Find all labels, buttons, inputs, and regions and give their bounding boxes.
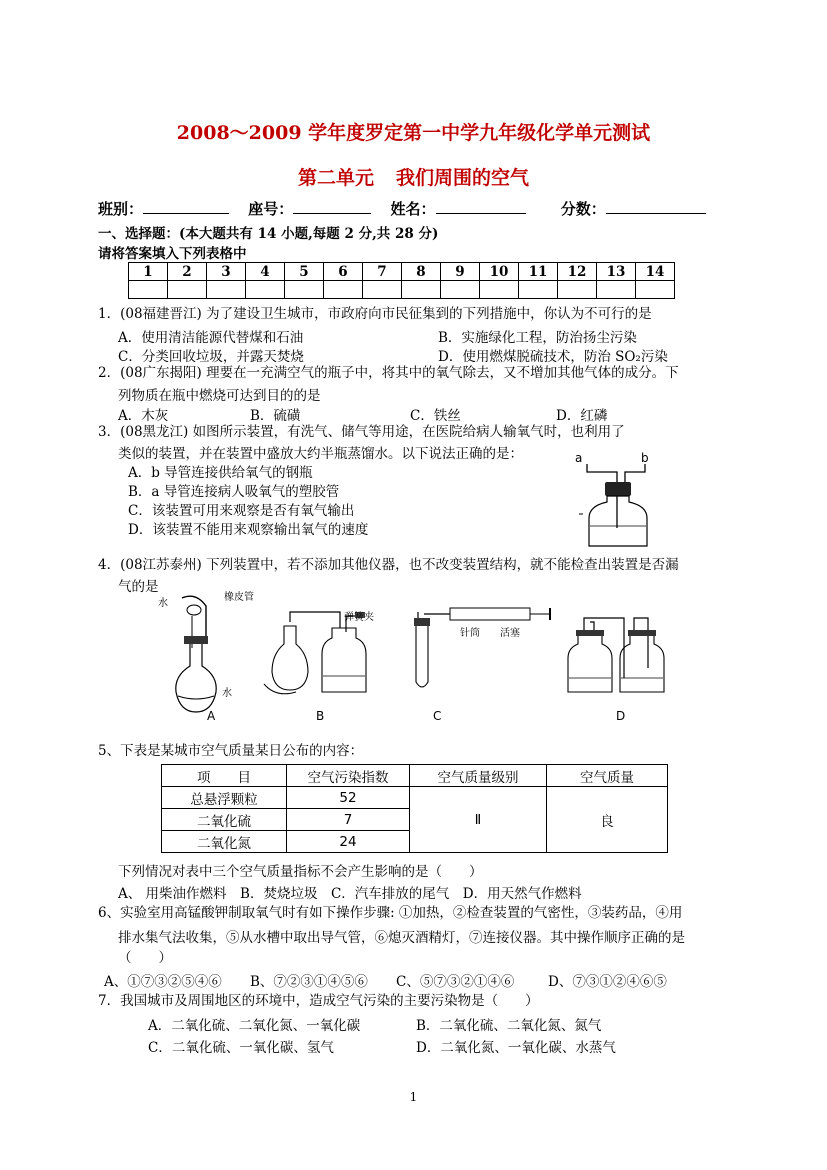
aq-header-item: 项 目 <box>162 765 287 787</box>
unit-title <box>0 163 827 190</box>
q2-option-d[interactable]: D．红磷 <box>556 408 608 424</box>
q5-question: 下列情况对表中三个空气质量指标不会产生影响的是（ ） <box>118 864 483 880</box>
q4-label-rubber-tube: 橡皮管 <box>224 592 254 603</box>
q4-label-water-2: 水 <box>222 688 232 699</box>
aq-header-quality: 空气质量 <box>547 765 668 787</box>
answer-number-cell: 4 <box>246 263 285 281</box>
q4-option-a[interactable]: A <box>207 709 216 723</box>
name-label: 姓名： <box>390 200 436 218</box>
q4-apparatus-figure <box>150 588 710 723</box>
answer-number-cell: 3 <box>207 263 246 281</box>
q4-option-c[interactable]: C <box>433 709 442 723</box>
answer-input-cell[interactable] <box>597 281 636 299</box>
q4-label-clip: 弹簧夹 <box>344 612 374 623</box>
answer-input-cell[interactable] <box>636 281 675 299</box>
seat-label: 座号： <box>248 200 294 218</box>
q3-option-c[interactable]: C．该装置可用来观察是否有氧气输出 <box>128 503 355 519</box>
score-field[interactable] <box>606 199 706 214</box>
student-info-line <box>98 198 706 219</box>
q4-label-water-1: 水 <box>158 598 168 609</box>
aq-row-item: 二氧化氮 <box>162 831 287 853</box>
answer-number-cell: 14 <box>636 263 675 281</box>
q6-option-b[interactable]: B、⑦②③①④⑤⑥ <box>250 974 368 990</box>
aq-header-level: 空气质量级别 <box>410 765 547 787</box>
q4-apparatus-c <box>414 608 550 687</box>
q3-option-d[interactable]: D．该装置不能用来观察输出氧气的速度 <box>128 522 369 538</box>
score-label: 分数： <box>560 200 606 218</box>
answer-number-cell: 6 <box>324 263 363 281</box>
q3-stopper <box>605 482 631 496</box>
q1-stem: 1．(08福建晋江) 为了建设卫生城市，市政府向市民征集到的下列措施中，你认为不可行的是 <box>98 306 652 322</box>
q3-option-a[interactable]: A．b 导管连接供给氧气的钢瓶 <box>128 465 313 481</box>
answer-number-cell: 7 <box>363 263 402 281</box>
answer-number-cell: 11 <box>519 263 558 281</box>
answer-number-cell: 9 <box>441 263 480 281</box>
q6-stem-line2: 排水集气法收集，⑤从水槽中取出导气管，⑥熄灭酒精灯，⑦连接仪器。其中操作顺序正确的是 <box>118 930 685 946</box>
answer-input-cell[interactable] <box>363 281 402 299</box>
answer-table <box>128 262 675 299</box>
answer-number-cell: 10 <box>480 263 519 281</box>
q4-stem-line2: 气的是 <box>118 579 159 595</box>
page-title: 2008～2009 学年度罗定第一中学九年级化学单元测试 <box>176 122 651 144</box>
q3-option-b[interactable]: B．a 导管连接病人吸氧气的塑胶管 <box>128 484 340 500</box>
q4-apparatus-d <box>568 618 664 692</box>
aq-row-index: 24 <box>287 831 410 853</box>
q1-option-c[interactable]: C．分类回收垃圾，并露天焚烧 <box>118 349 304 365</box>
answer-input-cell[interactable] <box>402 281 441 299</box>
class-field[interactable] <box>143 199 229 214</box>
q2-option-a[interactable]: A．木灰 <box>118 408 169 424</box>
q7-stem: 7．我国城市及周围地区的环境中，造成空气污染的主要污染物是（ ） <box>98 993 539 1009</box>
aq-header-index: 空气污染指数 <box>287 765 410 787</box>
q2-option-c[interactable]: C．铁丝 <box>410 408 461 424</box>
air-quality-table <box>161 764 668 853</box>
q2-stem-line2: 列物质在瓶中燃烧可达到目的的是 <box>118 388 321 404</box>
answer-number-cell: 2 <box>168 263 207 281</box>
answer-input-cell[interactable] <box>129 281 168 299</box>
aq-row-index: 7 <box>287 809 410 831</box>
q6-option-a[interactable]: A、①⑦③②⑤④⑥ <box>104 974 222 990</box>
q2-option-b[interactable]: B．硫磺 <box>250 408 301 424</box>
answer-number-cell: 13 <box>597 263 636 281</box>
q4-label-piston: 活塞 <box>500 628 520 639</box>
q1-option-d[interactable]: D．使用燃煤脱硫技术，防治 SO₂污染 <box>438 349 668 365</box>
q3-stem-line2: 类似的装置，并在装置中盛放大约半瓶蒸馏水。以下说法正确的是： <box>118 446 523 462</box>
answer-input-cell[interactable] <box>207 281 246 299</box>
q5-options[interactable]: A、 用柴油作燃料 B．焚烧垃圾 C．汽车排放的尾气 D．用天然气作燃料 <box>118 886 582 902</box>
q1-option-a[interactable]: A．使用清洁能源代替煤和石油 <box>118 330 304 346</box>
q5-stem: 5、下表是某城市空气质量某日公布的内容： <box>98 743 364 759</box>
q7-option-c[interactable]: C．二氧化硫、一氧化碳、氢气 <box>148 1040 334 1056</box>
q6-option-c[interactable]: C、⑤⑦③②①④⑥ <box>396 974 515 990</box>
q4-stem-line1: 4．(08江苏泰州) 下列装置中，若不添加其他仪器，也不改变装置结构，就不能检查出装置是否漏 <box>98 557 679 573</box>
aq-row-item: 二氧化硫 <box>162 809 287 831</box>
q1-option-b[interactable]: B．实施绿化工程，防治扬尘污染 <box>438 330 637 346</box>
answer-number-cell: 1 <box>129 263 168 281</box>
q6-stem-line3: （ ） <box>118 950 172 966</box>
answer-number-cell: 8 <box>402 263 441 281</box>
seat-field[interactable] <box>293 199 371 214</box>
q7-option-d[interactable]: D．二氧化氮、一氧化碳、水蒸气 <box>416 1040 616 1056</box>
q3-bottle <box>589 496 647 546</box>
answer-input-cell[interactable] <box>519 281 558 299</box>
q4-option-b[interactable]: B <box>316 709 325 723</box>
answer-input-cell[interactable] <box>168 281 207 299</box>
q4-option-d[interactable]: D <box>616 709 626 723</box>
q3-label-a: a <box>575 451 583 465</box>
q4-label-syringe: 针筒 <box>460 628 480 639</box>
q2-stem-line1: 2．(08广东揭阳) 理要在一充满空气的瓶子中，将其中的氧气除去，又不增加其他气体的成分。下 <box>98 365 679 381</box>
answer-input-cell[interactable] <box>558 281 597 299</box>
answer-input-cell[interactable] <box>324 281 363 299</box>
aq-level-value: Ⅱ <box>410 787 547 853</box>
aq-row-item: 总悬浮颗粒 <box>162 787 287 809</box>
name-field[interactable] <box>436 199 526 214</box>
section-heading: 一、选择题：(本大题共有 14 小题,每题 2 分,共 28 分) <box>98 226 439 242</box>
class-label: 班别： <box>98 200 144 218</box>
answer-input-cell[interactable] <box>441 281 480 299</box>
page-number: 1 <box>409 1090 418 1104</box>
unit-number: 第二单元 <box>297 167 374 189</box>
unit-topic: 我们周围的空气 <box>396 167 530 189</box>
q7-option-a[interactable]: A．二氧化硫、二氧化氮、一氧化碳 <box>148 1018 361 1034</box>
answer-number-cell: 12 <box>558 263 597 281</box>
section-instruction: 请将答案填入下列表格中 <box>98 246 247 262</box>
q6-option-d[interactable]: D、⑦③①②④⑥⑤ <box>548 974 667 990</box>
q3-stem-line1: 3．(08黑龙江) 如图所示装置，有洗气、储气等用途，在医院给病人输氧气时，也利用了 <box>98 424 625 440</box>
q7-option-b[interactable]: B．二氧化硫、二氧化氮、氮气 <box>416 1018 602 1034</box>
answer-input-cell[interactable] <box>285 281 324 299</box>
q4-apparatus-b <box>264 610 374 694</box>
q3-wash-bottle-figure <box>565 446 665 552</box>
q3-label-b: b <box>641 451 649 465</box>
aq-row-index: 52 <box>287 787 410 809</box>
answer-input-cell[interactable] <box>246 281 285 299</box>
q4-apparatus-a <box>158 590 254 712</box>
answer-number-cell: 5 <box>285 263 324 281</box>
aq-quality-value: 良 <box>547 787 668 853</box>
q6-stem-line1: 6、实验室用高锰酸钾制取氧气时有如下操作步骤: ①加热，②检查装置的气密性，③装药品，④用 <box>98 905 683 921</box>
answer-input-cell[interactable] <box>480 281 519 299</box>
